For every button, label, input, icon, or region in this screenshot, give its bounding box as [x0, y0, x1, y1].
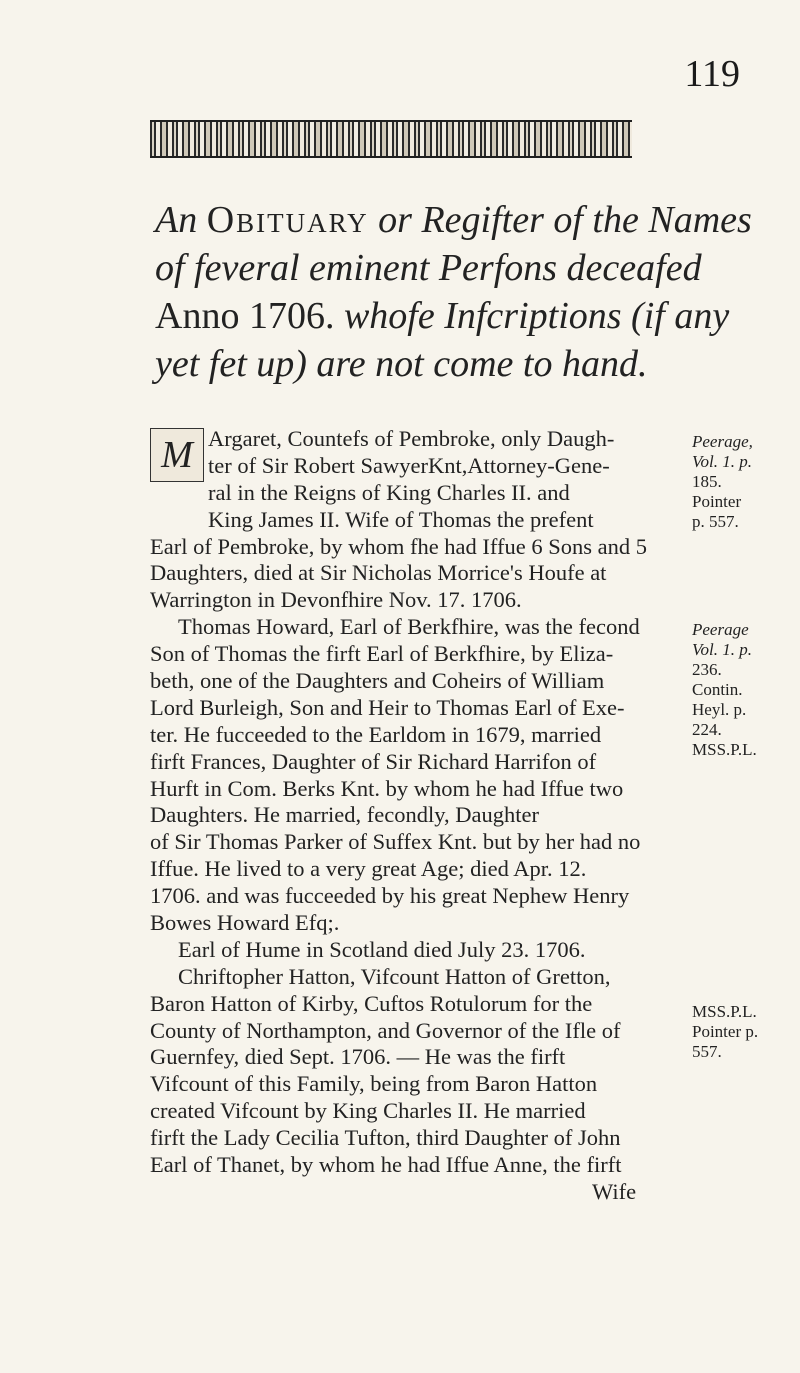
text-line: firft the Lady Cecilia Tufton, third Daughter of John [150, 1125, 621, 1151]
margin-note-line: Heyl. p. [692, 700, 747, 719]
text-line: 1706. and was fucceeded by his great Nephew Henry [150, 883, 630, 909]
header-ornament-band [150, 120, 632, 158]
text-line: Argaret, Countefs of Pembroke, only Daugh- [208, 426, 615, 451]
text-line: of Sir Thomas Parker of Suffex Knt. but by her had no [150, 829, 641, 855]
title-obituary: Obituary [206, 199, 369, 241]
title-line-1-rest: or Regifter of the Names [378, 199, 752, 241]
margin-note-line: Pointer p. [692, 1022, 759, 1041]
text-line: ter of Sir Robert SawyerKnt,Attorney-Gene- [208, 452, 610, 478]
text-line: ral in the Reigns of King Charles II. and [208, 479, 570, 505]
text-line: Guernfey, died Sept. 1706. — He was the firft [150, 1044, 566, 1070]
text-line: Bowes Howard Efq;. [150, 910, 340, 936]
margin-note-line: Peerage [692, 620, 749, 639]
text-line: Warrington in Devonfhire Nov. 17. 1706. [150, 587, 522, 613]
text-line: Daughters, died at Sir Nicholas Morrice's Houfe at [150, 560, 607, 586]
text-line: Earl of Thanet, by whom he had Iffue Anne, the firft [150, 1152, 622, 1178]
drop-cap: M [150, 428, 204, 482]
page-number: 119 [684, 53, 740, 95]
title-line-4: yet fet up) are not come to hand. [155, 343, 648, 385]
title-line-1 [155, 196, 752, 244]
text-line: Baron Hatton of Kirby, Cuftos Rotulorum for the [150, 990, 593, 1016]
margin-note-line: 185. [692, 472, 722, 491]
margin-note-line: 557. [692, 1042, 722, 1061]
margin-note-line: p. 557. [692, 512, 739, 531]
text-line: King James II. Wife of Thomas the prefent [208, 506, 594, 532]
margin-note-line: Vol. 1. p. [692, 640, 752, 659]
section-title [155, 196, 752, 388]
text-line: Thomas Howard, Earl of Berkfhire, was the fecond [178, 614, 640, 640]
margin-note-line: 236. [692, 660, 722, 679]
text-line: firft Frances, Daughter of Sir Richard Harrifon of [150, 748, 597, 774]
text-line: County of Northampton, and Governor of the Ifle of [150, 1017, 621, 1043]
margin-note-line: MSS.P.L. [692, 740, 757, 759]
margin-note-line: Contin. [692, 680, 743, 699]
text-line: Earl of Pembroke, by whom fhe had Iffue 6 Sons and 5 [150, 533, 647, 559]
margin-note-line: Vol. 1. p. [692, 452, 752, 471]
text-line: Hurft in Com. Berks Knt. by whom he had Iffue two [150, 775, 624, 801]
margin-note-line: Peerage, [692, 432, 753, 451]
margin-note-3 [692, 1002, 800, 1062]
title-line-3-rest: whofe Infcriptions (if any [343, 295, 730, 337]
catchword: Wife [592, 1178, 637, 1204]
margin-note-line: MSS.P.L. [692, 1002, 757, 1021]
margin-note-line: 224. [692, 720, 722, 739]
text-line: Daughters. He married, fecondly, Daughter [150, 802, 540, 828]
margin-note-1 [692, 432, 800, 532]
text-line: Chriftopher Hatton, Vifcount Hatton of Gretton, [178, 963, 611, 989]
text-line: Earl of Hume in Scotland died July 23. 1706. [178, 936, 586, 962]
text-line: ter. He fucceeded to the Earldom in 1679, married [150, 721, 602, 747]
title-line-2: of feveral eminent Perfons deceafed [155, 247, 702, 289]
text-line: Lord Burleigh, Son and Heir to Thomas Earl of Exe- [150, 694, 625, 720]
obituary-body [150, 426, 670, 1206]
text-line: created Vifcount by King Charles II. He married [150, 1098, 586, 1124]
margin-note-line: Pointer [692, 492, 742, 511]
title-an: An [155, 199, 198, 241]
text-line: beth, one of the Daughters and Coheirs of William [150, 668, 605, 694]
margin-note-2 [692, 620, 800, 760]
title-line-3 [155, 292, 730, 340]
text-line: Iffue. He lived to a very great Age; died Apr. 12. [150, 856, 587, 882]
text-line: Vifcount of this Family, being from Baron Hatton [150, 1071, 598, 1097]
text-line: Son of Thomas the firft Earl of Berkfhire, by Eliza- [150, 641, 614, 667]
title-anno: Anno 1706. [155, 295, 335, 337]
